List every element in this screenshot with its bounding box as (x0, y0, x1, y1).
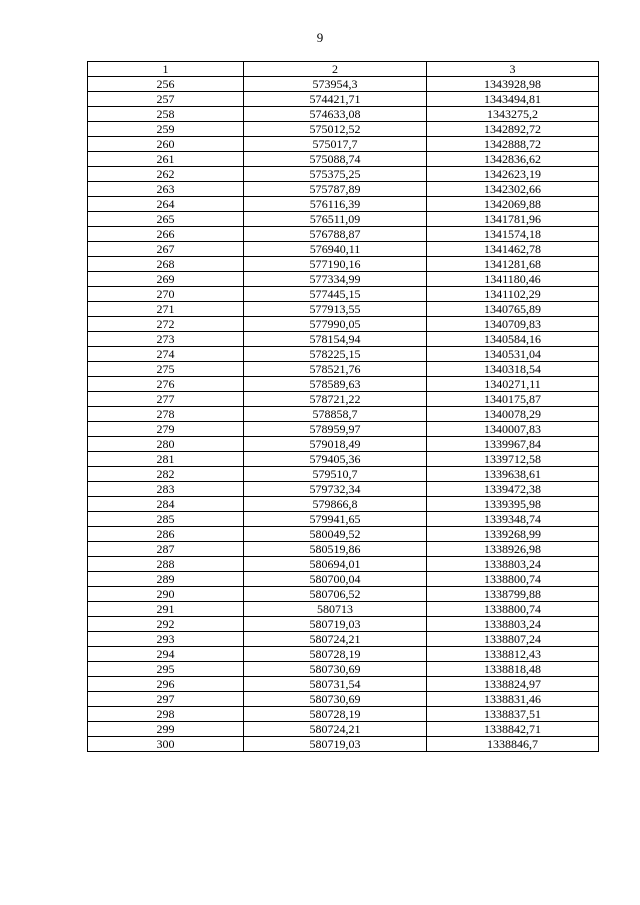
table-row (88, 257, 599, 272)
table-row (88, 512, 599, 527)
x-coordinate-cell: 579732,34 (244, 482, 427, 497)
point-number-cell: 285 (88, 512, 244, 527)
y-coordinate-cell: 1341781,96 (427, 212, 599, 227)
point-number-cell: 292 (88, 617, 244, 632)
x-coordinate-cell: 580719,03 (244, 617, 427, 632)
point-number-cell: 277 (88, 392, 244, 407)
x-coordinate-cell: 578154,94 (244, 332, 427, 347)
y-coordinate-cell: 1338842,71 (427, 722, 599, 737)
y-coordinate-cell: 1342069,88 (427, 197, 599, 212)
table-row (88, 77, 599, 92)
table-row (88, 152, 599, 167)
y-coordinate-cell: 1339395,98 (427, 497, 599, 512)
x-coordinate-cell: 580713 (244, 602, 427, 617)
x-coordinate-cell: 577334,99 (244, 272, 427, 287)
point-number-cell: 286 (88, 527, 244, 542)
y-coordinate-cell: 1338831,46 (427, 692, 599, 707)
x-coordinate-cell: 578225,15 (244, 347, 427, 362)
x-coordinate-cell: 575088,74 (244, 152, 427, 167)
point-number-cell: 263 (88, 182, 244, 197)
y-coordinate-cell: 1342892,72 (427, 122, 599, 137)
x-coordinate-cell: 576511,09 (244, 212, 427, 227)
point-number-cell: 270 (88, 287, 244, 302)
point-number-cell: 265 (88, 212, 244, 227)
x-coordinate-cell: 580730,69 (244, 692, 427, 707)
x-coordinate-cell: 579941,65 (244, 512, 427, 527)
table-row (88, 647, 599, 662)
point-number-cell: 294 (88, 647, 244, 662)
y-coordinate-cell: 1342302,66 (427, 182, 599, 197)
point-number-cell: 298 (88, 707, 244, 722)
point-number-cell: 295 (88, 662, 244, 677)
x-coordinate-cell: 580719,03 (244, 737, 427, 752)
column-header: 2 (244, 62, 427, 77)
x-coordinate-cell: 580049,52 (244, 527, 427, 542)
point-number-cell: 256 (88, 77, 244, 92)
point-number-cell: 274 (88, 347, 244, 362)
x-coordinate-cell: 575012,52 (244, 122, 427, 137)
y-coordinate-cell: 1338807,24 (427, 632, 599, 647)
point-number-cell: 288 (88, 557, 244, 572)
y-coordinate-cell: 1341102,29 (427, 287, 599, 302)
y-coordinate-cell: 1339712,58 (427, 452, 599, 467)
point-number-cell: 262 (88, 167, 244, 182)
y-coordinate-cell: 1341574,18 (427, 227, 599, 242)
y-coordinate-cell: 1342888,72 (427, 137, 599, 152)
y-coordinate-cell: 1338803,24 (427, 617, 599, 632)
y-coordinate-cell: 1340175,87 (427, 392, 599, 407)
table-row (88, 617, 599, 632)
point-number-cell: 283 (88, 482, 244, 497)
table-row (88, 662, 599, 677)
y-coordinate-cell: 1338799,88 (427, 587, 599, 602)
table-row (88, 707, 599, 722)
x-coordinate-cell: 576116,39 (244, 197, 427, 212)
point-number-cell: 273 (88, 332, 244, 347)
y-coordinate-cell: 1340318,54 (427, 362, 599, 377)
y-coordinate-cell: 1338812,43 (427, 647, 599, 662)
table-row (88, 92, 599, 107)
point-number-cell: 282 (88, 467, 244, 482)
x-coordinate-cell: 577990,05 (244, 317, 427, 332)
point-number-cell: 289 (88, 572, 244, 587)
point-number-cell: 296 (88, 677, 244, 692)
x-coordinate-cell: 577913,55 (244, 302, 427, 317)
y-coordinate-cell: 1338800,74 (427, 572, 599, 587)
table-row (88, 377, 599, 392)
table-row (88, 167, 599, 182)
x-coordinate-cell: 580706,52 (244, 587, 427, 602)
x-coordinate-cell: 576788,87 (244, 227, 427, 242)
x-coordinate-cell: 579510,7 (244, 467, 427, 482)
table-row (88, 317, 599, 332)
y-coordinate-cell: 1338818,48 (427, 662, 599, 677)
y-coordinate-cell: 1340765,89 (427, 302, 599, 317)
y-coordinate-cell: 1338837,51 (427, 707, 599, 722)
table-row (88, 197, 599, 212)
point-number-cell: 258 (88, 107, 244, 122)
coordinates-table (87, 61, 599, 752)
y-coordinate-cell: 1341281,68 (427, 257, 599, 272)
point-number-cell: 290 (88, 587, 244, 602)
table-row (88, 527, 599, 542)
table-row (88, 407, 599, 422)
y-coordinate-cell: 1340078,29 (427, 407, 599, 422)
x-coordinate-cell: 576940,11 (244, 242, 427, 257)
page-number: 9 (316, 30, 324, 45)
y-coordinate-cell: 1343494,81 (427, 92, 599, 107)
point-number-cell: 266 (88, 227, 244, 242)
y-coordinate-cell: 1339348,74 (427, 512, 599, 527)
x-coordinate-cell: 575375,25 (244, 167, 427, 182)
point-number-cell: 293 (88, 632, 244, 647)
point-number-cell: 267 (88, 242, 244, 257)
table-row (88, 452, 599, 467)
x-coordinate-cell: 574421,71 (244, 92, 427, 107)
y-coordinate-cell: 1339472,38 (427, 482, 599, 497)
table-row (88, 392, 599, 407)
table-row (88, 572, 599, 587)
x-coordinate-cell: 578721,22 (244, 392, 427, 407)
x-coordinate-cell: 575787,89 (244, 182, 427, 197)
point-number-cell: 291 (88, 602, 244, 617)
table-row (88, 287, 599, 302)
y-coordinate-cell: 1340007,83 (427, 422, 599, 437)
point-number-cell: 271 (88, 302, 244, 317)
point-number-cell: 300 (88, 737, 244, 752)
table-row (88, 182, 599, 197)
point-number-cell: 299 (88, 722, 244, 737)
x-coordinate-cell: 580728,19 (244, 647, 427, 662)
x-coordinate-cell: 578959,97 (244, 422, 427, 437)
table-row (88, 422, 599, 437)
point-number-cell: 272 (88, 317, 244, 332)
table-row (88, 692, 599, 707)
y-coordinate-cell: 1338846,7 (427, 737, 599, 752)
y-coordinate-cell: 1340271,11 (427, 377, 599, 392)
y-coordinate-cell: 1338800,74 (427, 602, 599, 617)
table-row (88, 602, 599, 617)
table-header-row (88, 62, 599, 77)
point-number-cell: 276 (88, 377, 244, 392)
table-row (88, 347, 599, 362)
table-row (88, 242, 599, 257)
y-coordinate-cell: 1339638,61 (427, 467, 599, 482)
point-number-cell: 268 (88, 257, 244, 272)
table-row (88, 332, 599, 347)
table-row (88, 467, 599, 482)
table-row (88, 482, 599, 497)
table-row (88, 497, 599, 512)
table-row (88, 272, 599, 287)
point-number-cell: 280 (88, 437, 244, 452)
x-coordinate-cell: 578589,63 (244, 377, 427, 392)
point-number-cell: 259 (88, 122, 244, 137)
table-row (88, 107, 599, 122)
x-coordinate-cell: 577445,15 (244, 287, 427, 302)
x-coordinate-cell: 578858,7 (244, 407, 427, 422)
x-coordinate-cell: 580724,21 (244, 632, 427, 647)
point-number-cell: 269 (88, 272, 244, 287)
y-coordinate-cell: 1340531,04 (427, 347, 599, 362)
x-coordinate-cell: 579018,49 (244, 437, 427, 452)
x-coordinate-cell: 580724,21 (244, 722, 427, 737)
point-number-cell: 257 (88, 92, 244, 107)
point-number-cell: 287 (88, 542, 244, 557)
y-coordinate-cell: 1338824,97 (427, 677, 599, 692)
point-number-cell: 264 (88, 197, 244, 212)
point-number-cell: 281 (88, 452, 244, 467)
x-coordinate-cell: 578521,76 (244, 362, 427, 377)
y-coordinate-cell: 1342623,19 (427, 167, 599, 182)
y-coordinate-cell: 1342836,62 (427, 152, 599, 167)
point-number-cell: 261 (88, 152, 244, 167)
point-number-cell: 297 (88, 692, 244, 707)
table-row (88, 587, 599, 602)
table-row (88, 302, 599, 317)
table-row (88, 677, 599, 692)
x-coordinate-cell: 580730,69 (244, 662, 427, 677)
point-number-cell: 275 (88, 362, 244, 377)
y-coordinate-cell: 1339268,99 (427, 527, 599, 542)
point-number-cell: 284 (88, 497, 244, 512)
table-row (88, 437, 599, 452)
x-coordinate-cell: 573954,3 (244, 77, 427, 92)
x-coordinate-cell: 580728,19 (244, 707, 427, 722)
table-row (88, 212, 599, 227)
x-coordinate-cell: 575017,7 (244, 137, 427, 152)
x-coordinate-cell: 580700,04 (244, 572, 427, 587)
table-row (88, 632, 599, 647)
y-coordinate-cell: 1343275,2 (427, 107, 599, 122)
x-coordinate-cell: 577190,16 (244, 257, 427, 272)
table-row (88, 542, 599, 557)
x-coordinate-cell: 574633,08 (244, 107, 427, 122)
x-coordinate-cell: 579405,36 (244, 452, 427, 467)
point-number-cell: 279 (88, 422, 244, 437)
x-coordinate-cell: 579866,8 (244, 497, 427, 512)
table-row (88, 722, 599, 737)
y-coordinate-cell: 1340709,83 (427, 317, 599, 332)
x-coordinate-cell: 580731,54 (244, 677, 427, 692)
table-row (88, 227, 599, 242)
column-header: 1 (88, 62, 244, 77)
y-coordinate-cell: 1343928,98 (427, 77, 599, 92)
y-coordinate-cell: 1341462,78 (427, 242, 599, 257)
y-coordinate-cell: 1338926,98 (427, 542, 599, 557)
y-coordinate-cell: 1340584,16 (427, 332, 599, 347)
table-row (88, 557, 599, 572)
point-number-cell: 278 (88, 407, 244, 422)
x-coordinate-cell: 580694,01 (244, 557, 427, 572)
table-row (88, 137, 599, 152)
table-row (88, 737, 599, 752)
table-body (88, 77, 599, 752)
column-header: 3 (427, 62, 599, 77)
y-coordinate-cell: 1339967,84 (427, 437, 599, 452)
point-number-cell: 260 (88, 137, 244, 152)
table-row (88, 122, 599, 137)
y-coordinate-cell: 1338803,24 (427, 557, 599, 572)
x-coordinate-cell: 580519,86 (244, 542, 427, 557)
y-coordinate-cell: 1341180,46 (427, 272, 599, 287)
table-row (88, 362, 599, 377)
